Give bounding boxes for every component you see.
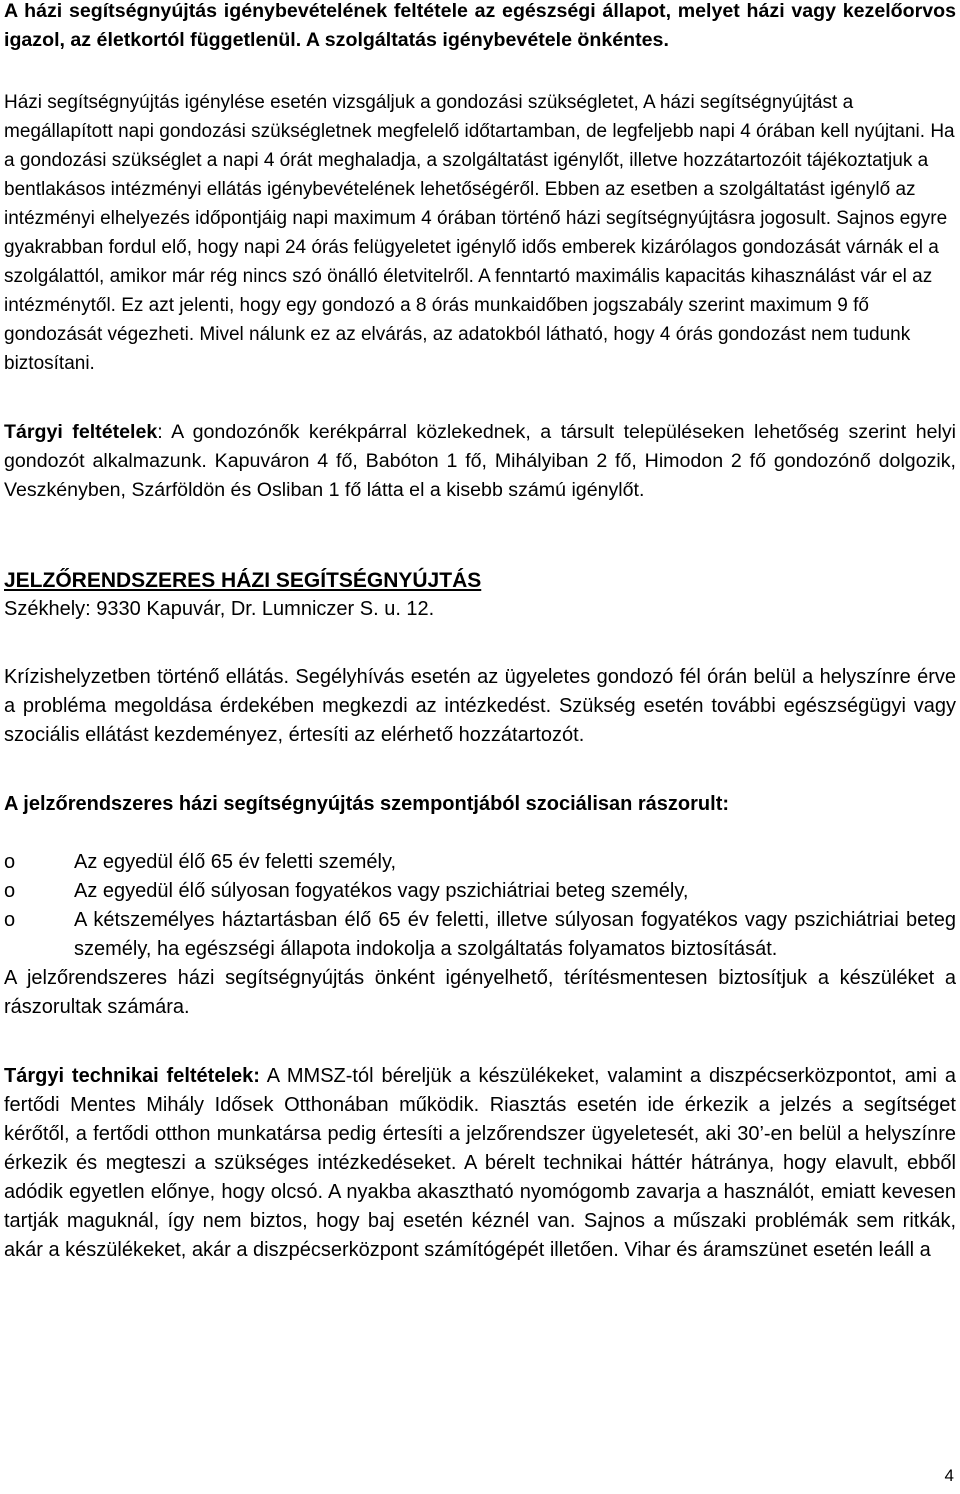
conditions-label: Tárgyi feltételek bbox=[4, 421, 158, 443]
list-bullet: o bbox=[4, 909, 16, 931]
section-seat: Székhely: 9330 Kapuvár, Dr. Lumniczer S. u. 12. bbox=[4, 598, 435, 620]
technical-label: Tárgyi technikai feltételek: bbox=[4, 1065, 260, 1087]
intro-paragraph: A házi segítségnyújtás igénybevételének feltétele az egészségi állapot, melyet házi vagy kezelőorvos igazol, az életkortól függetlenül. A szolgáltatás igénybevétele önkéntes. bbox=[4, 0, 956, 51]
conditions-paragraph bbox=[4, 418, 956, 505]
technical-paragraph bbox=[4, 1062, 956, 1265]
list-item-text: A kétszemélyes háztartásban élő 65 év feletti, illetve súlyosan fogyatékos vagy pszichiátriai beteg személy, ha egészségi állapota indokolja a szolgáltatás folyamatos biztosítását. bbox=[74, 909, 956, 960]
crisis-paragraph: Krízishelyzetben történő ellátás. Segélyhívás esetén az ügyeletes gondozó fél órán belül a helyszínre érve a probléma megoldása érdekében megkezdi az intézkedést. Szükség esetén további egészségügyi vagy szociális ellátást kezdeményez, értesíti az elérhető hozzátartozót. bbox=[4, 666, 956, 746]
eligibility-heading: A jelzőrendszeres házi segítségnyújtás szempontjából szociálisan rászorult: bbox=[4, 793, 730, 815]
list-bullet: o bbox=[4, 851, 16, 873]
list-item bbox=[4, 877, 956, 906]
technical-text: A MMSZ-tól béreljük a készülékeket, valamint a diszpécserközpontot, ami a fertődi Mentes Mihály Idősek Otthonában működik. Riasztás esetén ide érkezik a jelzés a segítséget kérőtől, a fertődi otthon munkatársa pedig értesíti a jelzőrendszer ügyeletesét, aki 30’-en belül a helyszínre érkezik és megteszi a szükséges intézkedéseket. A bérelt technikai háttér hátránya, hogy elavult, ebből adódik egyetlen előnye, hogy olcsó. A nyakba akasztható nyomógomb zavarja a használót, emiatt kevesen tartják maguknál, így nem biztos, hogy baj esetén kéznél van. Sajnos a műszaki problémák sem ritkák, akár a készülékeket, akár a diszpécserközpont számítógépét illetően. Vihar és áramszünet esetén leáll a bbox=[4, 1065, 956, 1261]
list-item-text: Az egyedül élő súlyosan fogyatékos vagy pszichiátriai beteg személy, bbox=[74, 880, 689, 902]
care-need-paragraph: Házi segítségnyújtás igénylése esetén vizsgáljuk a gondozási szükségletet, A házi segítségnyújtást a megállapított napi gondozási szükségletnek megfelelő időtartamban, de legfeljebb napi 4 órában kell nyújtani. Ha a gondozási szükséglet a napi 4 órát meghaladja, a szolgáltatást igénylőt, illetve hozzátartozóit tájékoztatjuk a bentlakásos intézményi ellátás igénybevételének lehetőségéről. Ebben az esetben a szolgáltatást igénylő az intézményi elhelyezés időpontjáig napi maximum 4 órában történő házi segítségnyújtásra jogosult. Sajnos egyre gyakrabban fordul elő, hogy napi 24 órás felügyeletet igénylő idős emberek kizárólagos gondozását várnák el a szolgálattól, amikor már rég nincs szó önálló életvitelről. A fenntartó maximális kapacitás kihasználást vár el az intézménytől. Ez azt jelenti, hogy egy gondozó a 8 órás munkaidőben jogszabály szerint maximum 9 fő gondozását végezheti. Mivel nálunk ez az elvárás, az adatokból látható, hogy 4 órás gondozást nem tudunk biztosítani. bbox=[4, 92, 955, 374]
page-number: 4 bbox=[944, 1466, 954, 1485]
list-item bbox=[4, 848, 956, 877]
list-item bbox=[4, 906, 956, 964]
conditions-text: : A gondozónők kerékpárral közlekednek, a társult településeken lehetőség szerint helyi gondozót alkalmazunk. Kapuváron 4 fő, Babóton 1 fő, Mihályiban 2 fő, Himodon 2 fő gondozónő dolgozik, Veszkényben, Szárföldön és Osliban 1 fő látta el a kisebb számú igénylőt. bbox=[4, 421, 956, 501]
list-item-text: Az egyedül élő 65 év feletti személy, bbox=[74, 851, 397, 873]
section-title: JELZŐRENDSZERES HÁZI SEGÍTSÉGNYÚJTÁS bbox=[4, 569, 482, 592]
eligibility-list bbox=[4, 848, 956, 964]
voluntary-paragraph: A jelzőrendszeres házi segítségnyújtás önként igényelhető, térítésmentesen biztosítjuk a készüléket a rászorultak számára. bbox=[4, 967, 956, 1018]
list-bullet: o bbox=[4, 880, 16, 902]
